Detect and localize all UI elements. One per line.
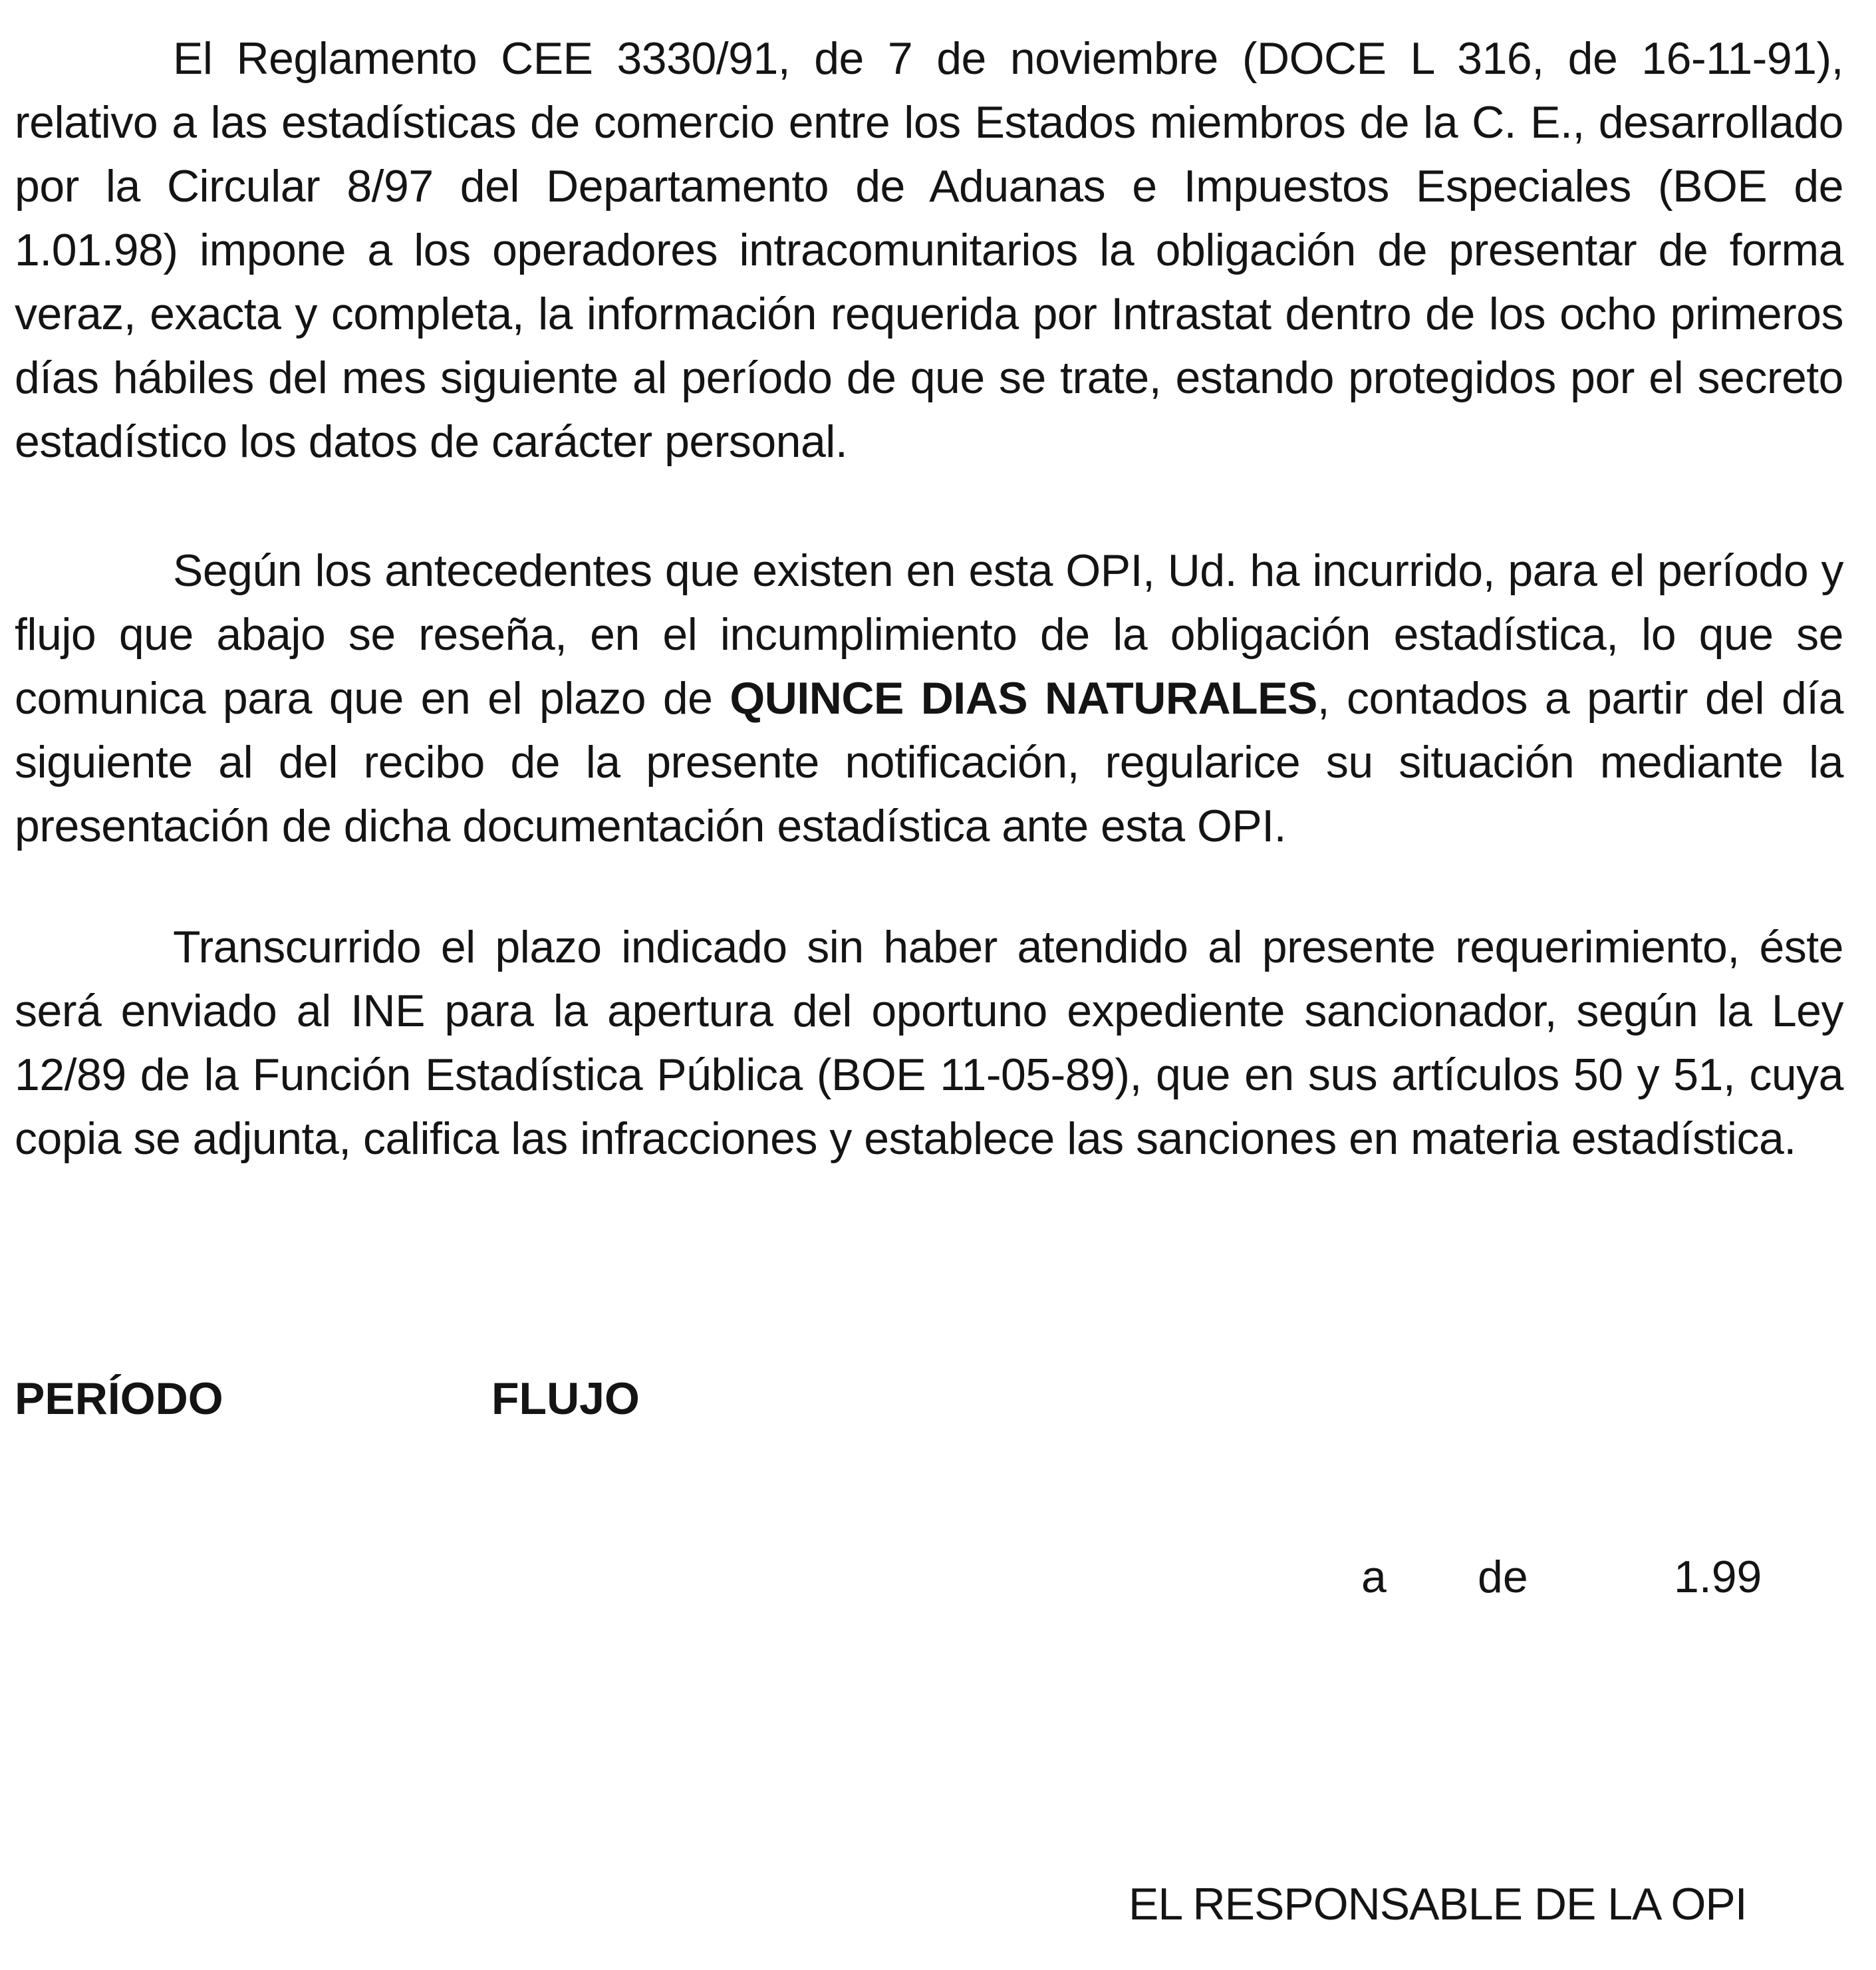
period-heading: PERÍODO <box>15 1373 223 1424</box>
document-page <box>15 0 1843 1970</box>
date-de-label: de <box>1478 1552 1528 1602</box>
paragraph-sanctions-text: Transcurrido el plazo indicado sin haber atendido al presente requerimiento, éste será enviado al INE para la apertura del oportuno expediente sancionador, según la Ley 12/89 de la Función Estadística Pública (BOE 11-05-89), que en sus artículos 50 y 51, cuya copia se adjunta, califica las infracciones y establece las sanciones en materia estadística. <box>15 922 1843 1164</box>
date-year: 1.99 <box>1674 1552 1762 1602</box>
paragraph-notice-text-start: Según los antecedentes que existen en esta OPI, Ud. ha incurrido, para el período y flujo que abajo se reseña, en el incumplimiento de la obligación estadística, lo que se comunica para que en el plazo de <box>15 545 1843 724</box>
paragraph-notice <box>15 539 1843 858</box>
paragraph-sanctions <box>15 915 1843 1171</box>
flow-heading: FLUJO <box>491 1373 640 1424</box>
paragraph-notice-text-end: , contados a partir del día siguiente al del recibo de la presente notificación, regularice su situación mediante la presentación de dicha documentación estadística ante esta OPI. <box>15 673 1843 851</box>
deadline-emphasis: QUINCE DIAS NATURALES <box>730 673 1317 724</box>
paragraph-regulation <box>15 27 1843 474</box>
signature-line: EL RESPONSABLE DE LA OPI <box>1129 1879 1747 1929</box>
paragraph-regulation-text: El Reglamento CEE 3330/91, de 7 de noviembre (DOCE L 316, de 16-11-91), relativo a las estadísticas de comercio entre los Estados miembros de la C. E., desarrollado por la Circular 8/97 del Departamento de Aduanas e Impuestos Especiales (BOE de 1.01.98) impone a los operadores intracomunitarios la obligación de presentar de forma veraz, exacta y completa, la información requerida por Intrastat dentro de los ocho primeros días hábiles del mes siguiente al período de que se trate, estando protegidos por el secreto estadístico los datos de carácter personal. <box>15 33 1843 467</box>
date-a-label: a <box>1361 1552 1387 1602</box>
